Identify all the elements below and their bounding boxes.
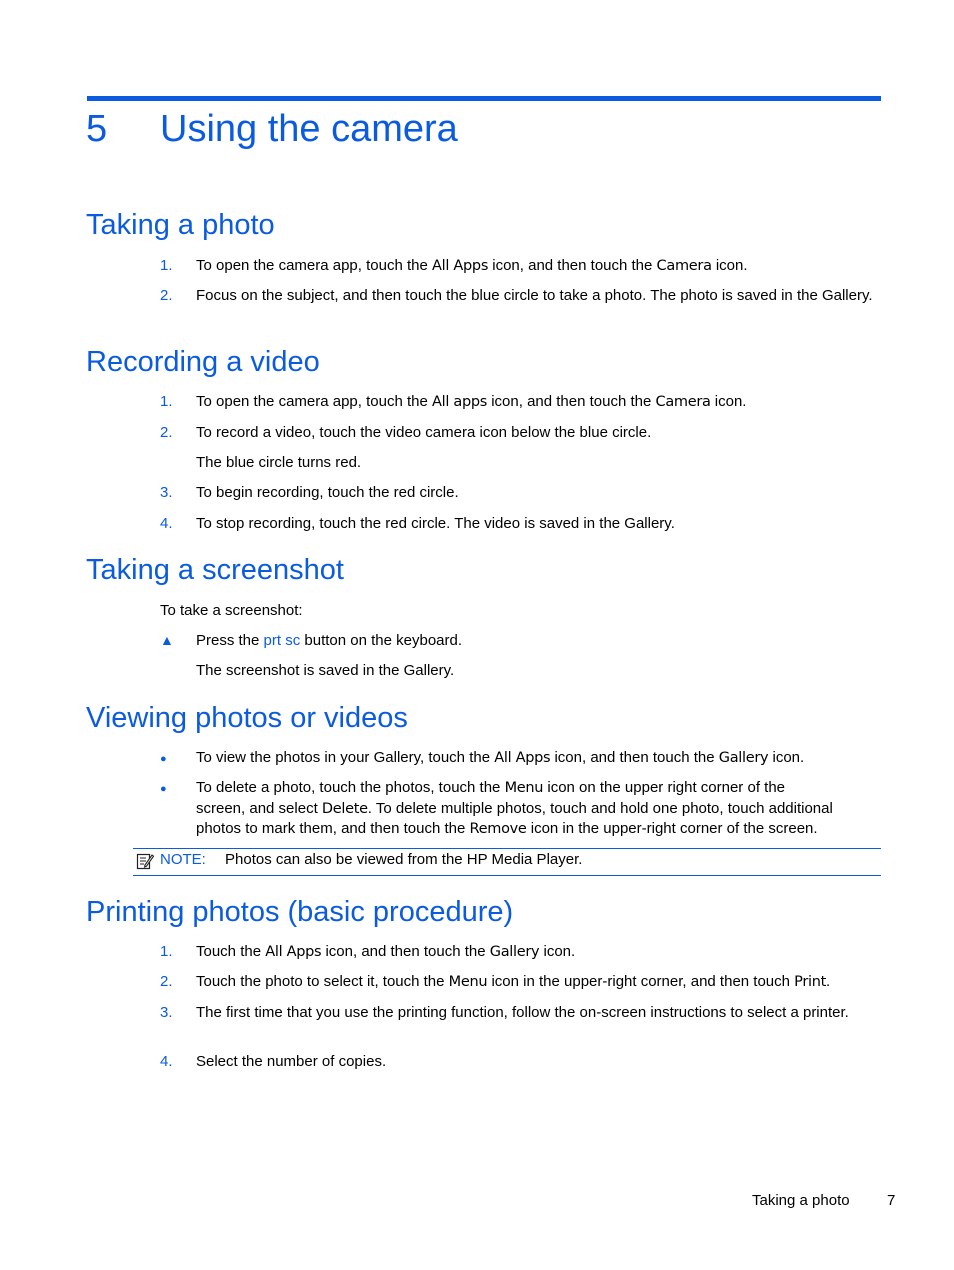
list-item: ● To delete a photo, touch the photos, touch the Menu icon on the upper right corner of the screen, and select Delete. To delete multiple photos, touch and hold one photo, touch additional photos to mark them, and then touch the Remove icon in the upper-right corner of the screen. [160, 779, 833, 837]
ui-term: Remove [469, 821, 527, 837]
heading-taking-a-screenshot: Taking a screenshot [86, 554, 344, 586]
ui-term: Print [794, 974, 827, 990]
screenshot-intro: To take a screenshot: [160, 602, 303, 619]
ui-term: All Apps [265, 944, 322, 960]
bullet-icon: ● [160, 783, 167, 795]
note-label: NOTE: [160, 851, 206, 868]
step-number: 1. [160, 393, 173, 410]
step-number: 4. [160, 515, 173, 532]
chapter-title-text: Using the camera [160, 108, 458, 150]
note-text: Photos can also be viewed from the HP Media Player. [225, 851, 583, 868]
heading-viewing-photos-or-videos: Viewing photos or videos [86, 702, 408, 734]
page-number: 7 [887, 1192, 896, 1209]
heading-printing-photos: Printing photos (basic procedure) [86, 896, 514, 928]
list-item: ▲ Press the prt sc button on the keyboard. [160, 632, 463, 649]
chapter-rule [87, 96, 881, 101]
step-number: 1. [160, 943, 173, 960]
ui-term: Camera [656, 258, 712, 274]
step-number: 2. [160, 424, 173, 441]
ui-term: All Apps [494, 750, 551, 766]
ui-term: Camera [655, 394, 711, 410]
step-number: 3. [160, 1004, 173, 1021]
list-item: 3. To begin recording, touch the red circle. [160, 484, 459, 501]
triangle-step-icon: ▲ [160, 632, 174, 648]
ui-term: Menu [448, 974, 488, 990]
list-item: ● To view the photos in your Gallery, touch the All Apps icon, and then touch the Gallery icon. [160, 748, 882, 769]
note-pencil-icon [136, 852, 154, 870]
list-item: 1. To open the camera app, touch the All Apps icon, and then touch the Camera icon. [160, 257, 748, 274]
step-number: 3. [160, 484, 173, 501]
list-item: 3. The first time that you use the printing function, follow the on-screen instructions to select a printer. [160, 1004, 849, 1021]
step-number: 4. [160, 1053, 173, 1070]
step-number: 2. [160, 287, 173, 304]
footer-section-title: Taking a photo [752, 1192, 850, 1209]
step-result: The screenshot is saved in the Gallery. [196, 662, 455, 679]
note-box [133, 848, 881, 876]
ui-term: Menu [504, 780, 544, 796]
list-item: 1. Touch the All Apps icon, and then touch the Gallery icon. [160, 943, 576, 960]
step-number: 1. [160, 257, 173, 274]
chapter-title [86, 104, 458, 154]
chapter-number: 5 [86, 108, 108, 150]
ui-term: Delete [321, 800, 368, 817]
step-result: The blue circle turns red. [196, 454, 362, 471]
key-name: prt sc [263, 632, 301, 649]
heading-recording-a-video: Recording a video [86, 346, 320, 378]
ui-term: All apps [432, 394, 488, 410]
ui-term: Gallery [718, 750, 769, 766]
list-item: 1. To open the camera app, touch the All apps icon, and then touch the Camera icon. [160, 393, 747, 410]
list-item: 2. Focus on the subject, and then touch the blue circle to take a photo. The photo is saved in the Gallery. [160, 287, 873, 304]
list-item: 4. To stop recording, touch the red circle. The video is saved in the Gallery. [160, 515, 675, 532]
list-item: 2. To record a video, touch the video camera icon below the blue circle. [160, 424, 652, 441]
heading-taking-a-photo: Taking a photo [86, 209, 275, 241]
list-item: 4. Select the number of copies. [160, 1053, 387, 1070]
bullet-icon: ● [160, 753, 167, 765]
ui-term: Gallery [489, 944, 540, 960]
step-number: 2. [160, 973, 173, 990]
ui-term: All Apps [432, 258, 489, 274]
list-item: 2. Touch the photo to select it, touch the Menu icon in the upper-right corner, and then touch Print. [160, 973, 831, 990]
